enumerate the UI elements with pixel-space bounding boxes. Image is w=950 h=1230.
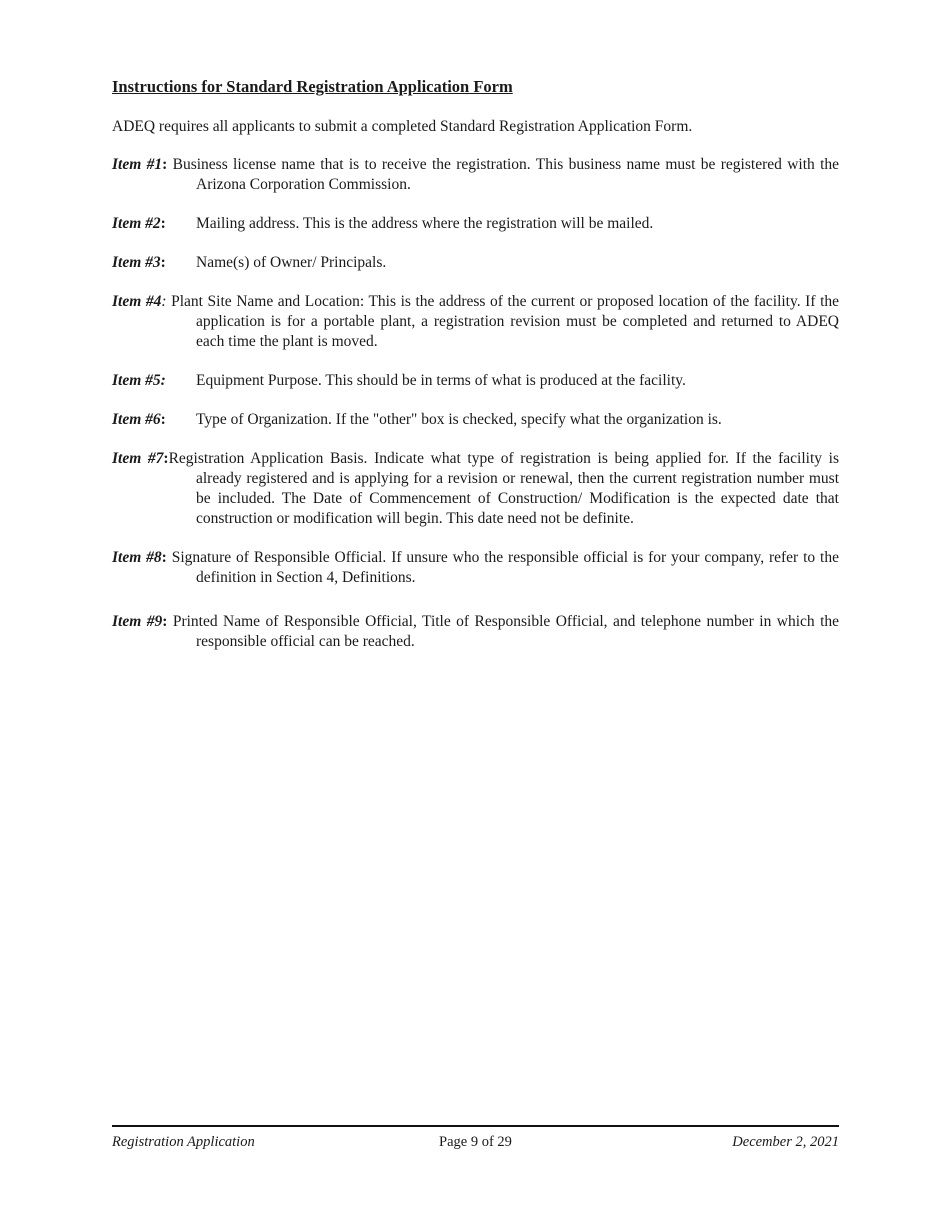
item-label: Item #1: [112,156,168,173]
page-title: Instructions for Standard Registration Application Form [112,77,513,96]
page-footer [112,1125,839,1154]
item-text: Type of Organization. If the "other" box is checked, specify what the organization is. [196,411,722,428]
instruction-item-4 [112,292,839,352]
item-label: Item #3: [112,254,166,271]
instruction-item-6 [112,410,839,430]
item-label: Item #9: [112,613,168,630]
instruction-item-7 [112,449,839,529]
item-label: Item #4: [112,293,167,310]
document-body [112,76,839,671]
footer-page-number: Page 9 of 29 [439,1134,512,1150]
instruction-item-3 [112,253,839,273]
intro-paragraph: ADEQ requires all applicants to submit a completed Standard Registration Application Form. [112,118,693,135]
footer-date: December 2, 2021 [732,1134,839,1150]
item-text: Business license name that is to receive the registration. This business name must be registered with the Arizona Corporation Commission. [172,156,840,193]
instruction-item-8 [112,548,839,588]
instruction-item-1 [112,155,839,195]
item-text: Registration Application Basis. Indicate what type of registration is being applied for. If the facility is already registered and is applying for a revision or renewal, then the current registration number must be included. The Date of Commencement of Construction/ Modification is the expected date that construction or modification will begin. This date need not be definite. [168,450,839,527]
item-text: Signature of Responsible Official. If unsure who the responsible official is for your company, refer to the definition in Section 4, Definitions. [171,549,839,586]
item-label: Item #8: [112,549,167,566]
instruction-item-5 [112,371,839,391]
instruction-item-9 [112,612,839,652]
footer-document-name: Registration Application [112,1134,255,1150]
item-text: Name(s) of Owner/ Principals. [196,254,387,271]
item-label: Item #7: [112,450,169,467]
item-label: Item #5: [112,372,166,389]
item-label: Item #2: [112,215,166,232]
instruction-item-2 [112,214,839,234]
item-text: Printed Name of Responsible Official, Title of Responsible Official, and telephone number in which the responsible official can be reached. [172,613,840,650]
item-text: Plant Site Name and Location: This is the address of the current or proposed location of the facility. If the application is for a portable plant, a registration revision must be completed and returned to ADEQ each time the plant is moved. [171,293,840,350]
item-text: Mailing address. This is the address where the registration will be mailed. [196,215,654,232]
item-text: Equipment Purpose. This should be in terms of what is produced at the facility. [196,372,686,389]
item-label: Item #6: [112,411,166,428]
